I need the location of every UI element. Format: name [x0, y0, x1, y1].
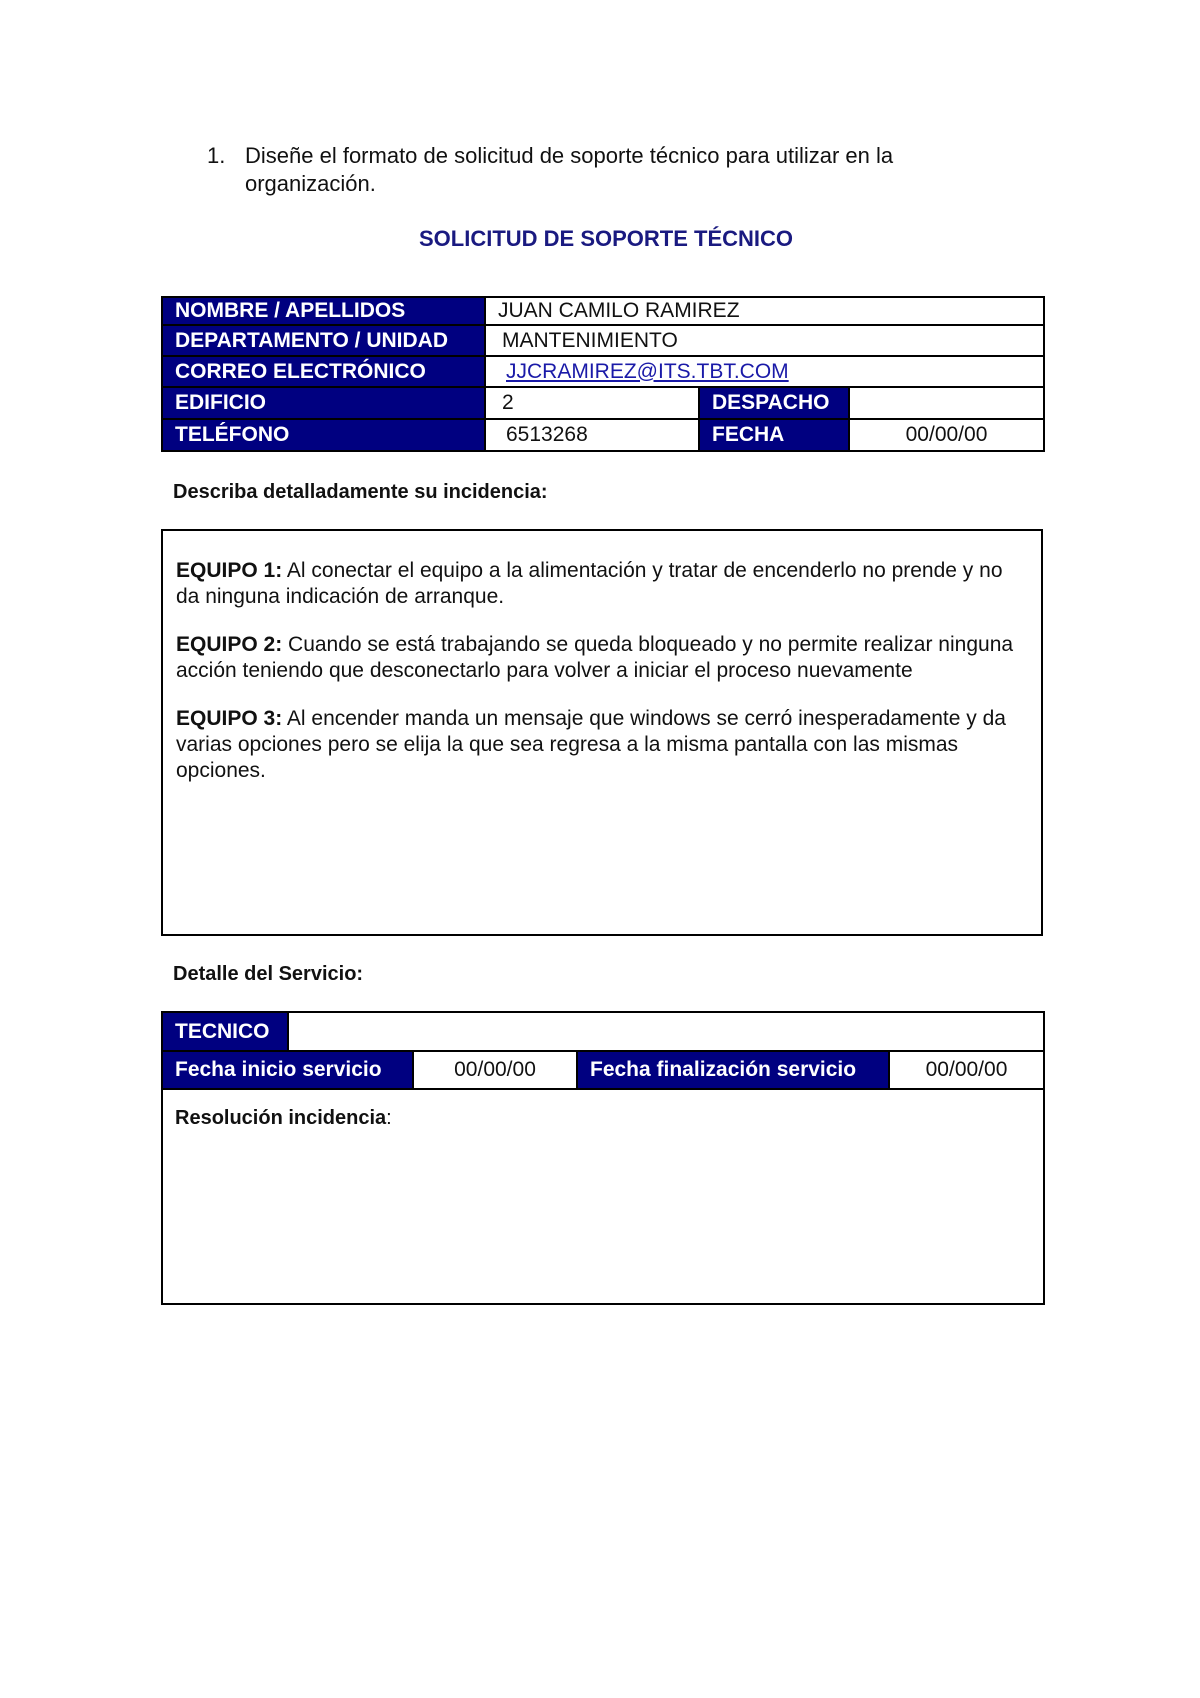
- incident-item-label: EQUIPO 2:: [176, 633, 283, 656]
- office-label: DESPACHO: [699, 387, 849, 419]
- email-value: [485, 356, 1044, 387]
- name-value: JUAN CAMILO RAMIREZ: [485, 297, 1044, 325]
- incident-item: [176, 706, 1029, 784]
- table-row: [162, 419, 1044, 451]
- phone-value: 6513268: [485, 419, 699, 451]
- incident-item-text: Al encender manda un mensaje que windows se cerró inesperadamente y da varias opciones pero se elija la que sea regresa a la misma pantalla con las mismas opciones.: [176, 707, 1006, 782]
- office-value: [849, 387, 1044, 419]
- email-link[interactable]: JJCRAMIREZ@ITS.TBT.COM: [506, 359, 789, 383]
- incident-item-text: Cuando se está trabajando se queda bloqueado y no permite realizar ninguna acción teniendo que desconectarlo para volver a iniciar el proceso nuevamente: [176, 633, 1014, 682]
- table-row: [162, 1012, 1044, 1051]
- table-row: [162, 325, 1044, 356]
- incident-item-label: EQUIPO 3:: [176, 707, 283, 730]
- phone-label: TELÉFONO: [162, 419, 485, 451]
- table-row: [162, 1089, 1044, 1304]
- instruction-text: Diseñe el formato de solicitud de soporte técnico para utilizar en la organización.: [245, 143, 894, 196]
- resolution-label: Resolución incidencia: [175, 1107, 387, 1129]
- form-title: SOLICITUD DE SOPORTE TÉCNICO: [418, 226, 794, 251]
- incident-heading: Describa detalladamente su incidencia:: [173, 481, 548, 503]
- table-row: [162, 297, 1044, 325]
- service-table: [161, 1011, 1045, 1305]
- end-date-value: 00/00/00: [889, 1051, 1044, 1089]
- resolution-colon: :: [386, 1107, 392, 1129]
- technician-value: [288, 1012, 1044, 1051]
- email-label: CORREO ELECTRÓNICO: [162, 356, 485, 387]
- technician-label: TECNICO: [162, 1012, 288, 1051]
- department-label: DEPARTAMENTO / UNIDAD: [162, 325, 485, 356]
- date-label: FECHA: [699, 419, 849, 451]
- name-label: NOMBRE / APELLIDOS: [162, 297, 485, 325]
- incident-box: [161, 529, 1043, 936]
- incident-item-text: Al conectar el equipo a la alimentación y tratar de encenderlo no prende y no da ninguna indicación de arranque.: [176, 559, 1003, 608]
- instruction-number: 1.: [207, 143, 226, 168]
- table-row: [162, 356, 1044, 387]
- date-value: 00/00/00: [849, 419, 1044, 451]
- start-date-label: Fecha inicio servicio: [162, 1051, 413, 1089]
- building-value: 2: [485, 387, 699, 419]
- building-label: EDIFICIO: [162, 387, 485, 419]
- incident-item: [176, 632, 1029, 684]
- department-value: MANTENIMIENTO: [485, 325, 1044, 356]
- table-row: [162, 1051, 1044, 1089]
- service-heading: Detalle del Servicio:: [173, 963, 364, 985]
- incident-item-label: EQUIPO 1:: [176, 559, 283, 582]
- incident-item: [176, 558, 1029, 610]
- start-date-value: 00/00/00: [413, 1051, 577, 1089]
- requester-info-table: [161, 296, 1045, 452]
- resolution-cell: [162, 1089, 1044, 1304]
- table-row: [162, 387, 1044, 419]
- end-date-label: Fecha finalización servicio: [577, 1051, 889, 1089]
